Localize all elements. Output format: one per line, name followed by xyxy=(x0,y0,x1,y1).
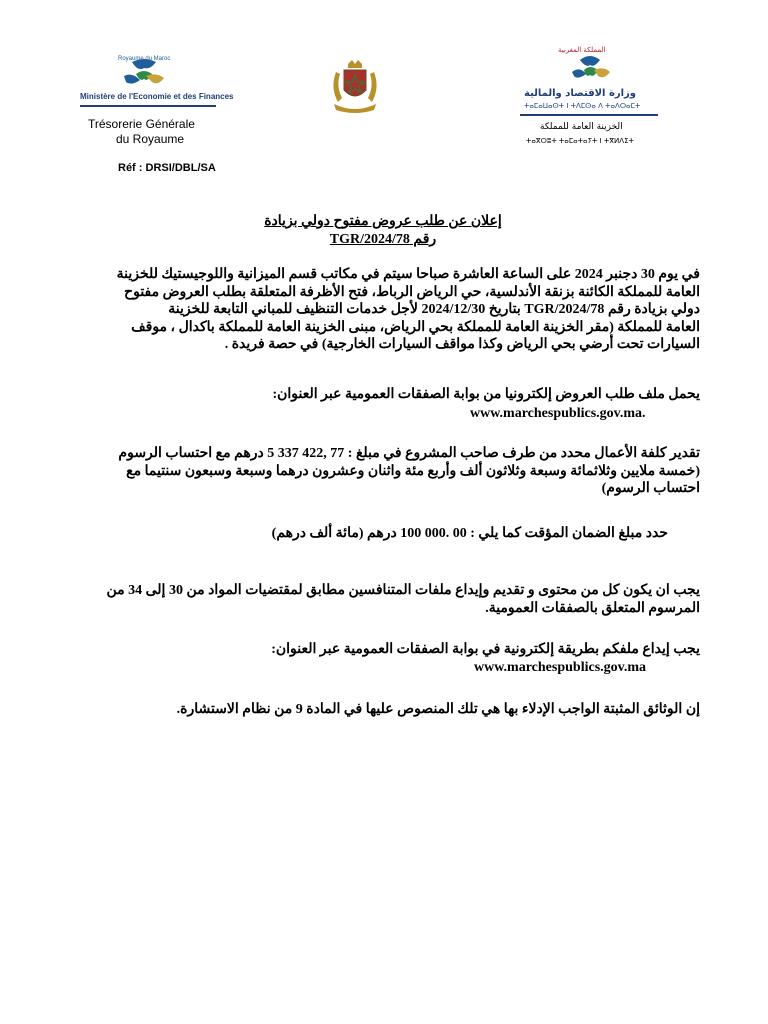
ministry-logo-ar xyxy=(520,44,660,152)
tgr-name-tifinagh: ⵜⴰⴳⵔⵓⵜ ⵜⴰⵎⴰⵜⴰⵢⵜ ⵏ ⵜⴳⵍⴷⵉⵜ xyxy=(526,137,634,145)
text-line: يجب إيداع ملفكم بطريقة إلكترونية في بوابة الصفقات العمومية عبر العنوان: xyxy=(271,642,700,657)
text-line: يحمل ملف طلب العروض إلكترونيا من بوابة الصفقات العمومية عبر العنوان: xyxy=(272,387,700,402)
paragraph-documents xyxy=(68,701,700,719)
divider-line-ar xyxy=(520,114,658,116)
paragraph-estimate xyxy=(68,445,700,498)
text-line: السيارات تحت أرضي بحي الرياض وكذا مواقف السيارات الخارجية) في حصة فريدة . xyxy=(224,337,700,352)
paragraph-requirements xyxy=(68,582,700,617)
text-line: (خمسة ملايين وثلاثمائة وسبعة وثلاثون ألف وأربع مئة واثنان وعشرون درهما وسبعة وسبعون سنتيما مع xyxy=(126,463,700,479)
text-line: في يوم 30 دجنبر 2024 على الساعة العاشرة صباحا سيتم في مكاتب قسم الميزانية واللوجيستيك للخزينة xyxy=(116,267,700,282)
text-line xyxy=(68,525,668,543)
paragraph-submission xyxy=(68,641,700,659)
tender-reference: TGR/2024/78 xyxy=(329,232,410,247)
ministry-name-fr: Ministère de l'Economie et des Finances xyxy=(80,92,234,101)
ministry-name-tifinagh: ⵜⴰⵎⴰⵡⴰⵙⵜ ⵏ ⵜⴷⵎⵙⴰ ⴷ ⵜⴰⴷⵔⴰⵎⵜ xyxy=(524,102,641,110)
text-line xyxy=(68,445,700,463)
ministry-name-ar: وزارة الاقتصاد والمالية xyxy=(524,88,637,99)
royal-emblem-icon xyxy=(328,58,382,116)
paragraph-opening xyxy=(68,266,700,354)
tender-reference: TGR/2024/78 xyxy=(524,302,605,317)
tgr-name-ar: الخزينة العامة للمملكة xyxy=(540,122,623,132)
reference-code: Réf : DRSI/DBL/SA xyxy=(118,162,216,174)
text-segment: حدد مبلغ الضمان المؤقت كما يلي : xyxy=(470,526,668,541)
ministry-logo-fr xyxy=(80,52,234,152)
text-line xyxy=(68,301,700,319)
country-label-fr: Royaume du Maroc xyxy=(118,56,171,62)
portal-url-link[interactable]: www.marchespublics.gov.ma. xyxy=(470,406,646,421)
number-label: رقم xyxy=(409,232,437,247)
tgr-name-fr-line2: du Royaume xyxy=(116,132,185,146)
text-segment: تقدير كلفة الأعمال محدد من طرف صاحب المشروع في مبلغ : xyxy=(347,446,700,461)
text-segment: بتاريخ 2024/12/30 لأجل خدمات التنظيف للمباني التابعة للخزينة xyxy=(168,302,521,317)
announcement-title: إعلان عن طلب عروض مفتوح دولي بزيادة xyxy=(264,214,502,229)
text-line: يجب ان يكون كل من محتوى و تقديم وإيداع ملفات المتنافسين مطابق لمقتضيات المواد من 30 إلى 34 من xyxy=(106,583,700,598)
announcement-number xyxy=(150,231,616,248)
country-label-ar: المملكة المغربية xyxy=(558,46,606,54)
paragraph-guarantee xyxy=(68,525,668,543)
text-line: إن الوثائق المثبتة الواجب الإدلاء بها هي تلك المنصوص عليها في المادة 9 من نظام الاستشارة. xyxy=(176,702,700,717)
text-segment: درهم مع احتساب الرسوم xyxy=(118,446,264,461)
tgr-name-fr-line1: Trésorerie Générale xyxy=(88,117,195,131)
text-segment: دولي بزيادة رقم xyxy=(607,302,700,317)
text-line: العامة للمملكة (مقر الخزينة العامة للمملكة بحي الرياض، مبنى الخزينة العامة للمملكة باكدال ، موقف xyxy=(131,319,700,335)
text-line: المرسوم المتعلق بالصفقات العمومية. xyxy=(485,600,700,616)
divider-line xyxy=(80,105,216,107)
text-line: احتساب الرسوم) xyxy=(601,481,700,496)
guarantee-amount: 100 000. 00 xyxy=(400,526,467,541)
estimate-amount: 5 337 422, 77 xyxy=(267,446,345,461)
text-line: العامة للمملكة الكائنة بزنقة الأندلسية، حي الرياض الرباط، فتح الأظرفة المتعلقة بطلب العروض مفتوح xyxy=(124,284,700,300)
submission-url-link[interactable]: www.marchespublics.gov.ma xyxy=(474,660,647,675)
text-segment: درهم (مائة ألف درهم) xyxy=(271,526,397,541)
paragraph-download xyxy=(68,386,700,404)
